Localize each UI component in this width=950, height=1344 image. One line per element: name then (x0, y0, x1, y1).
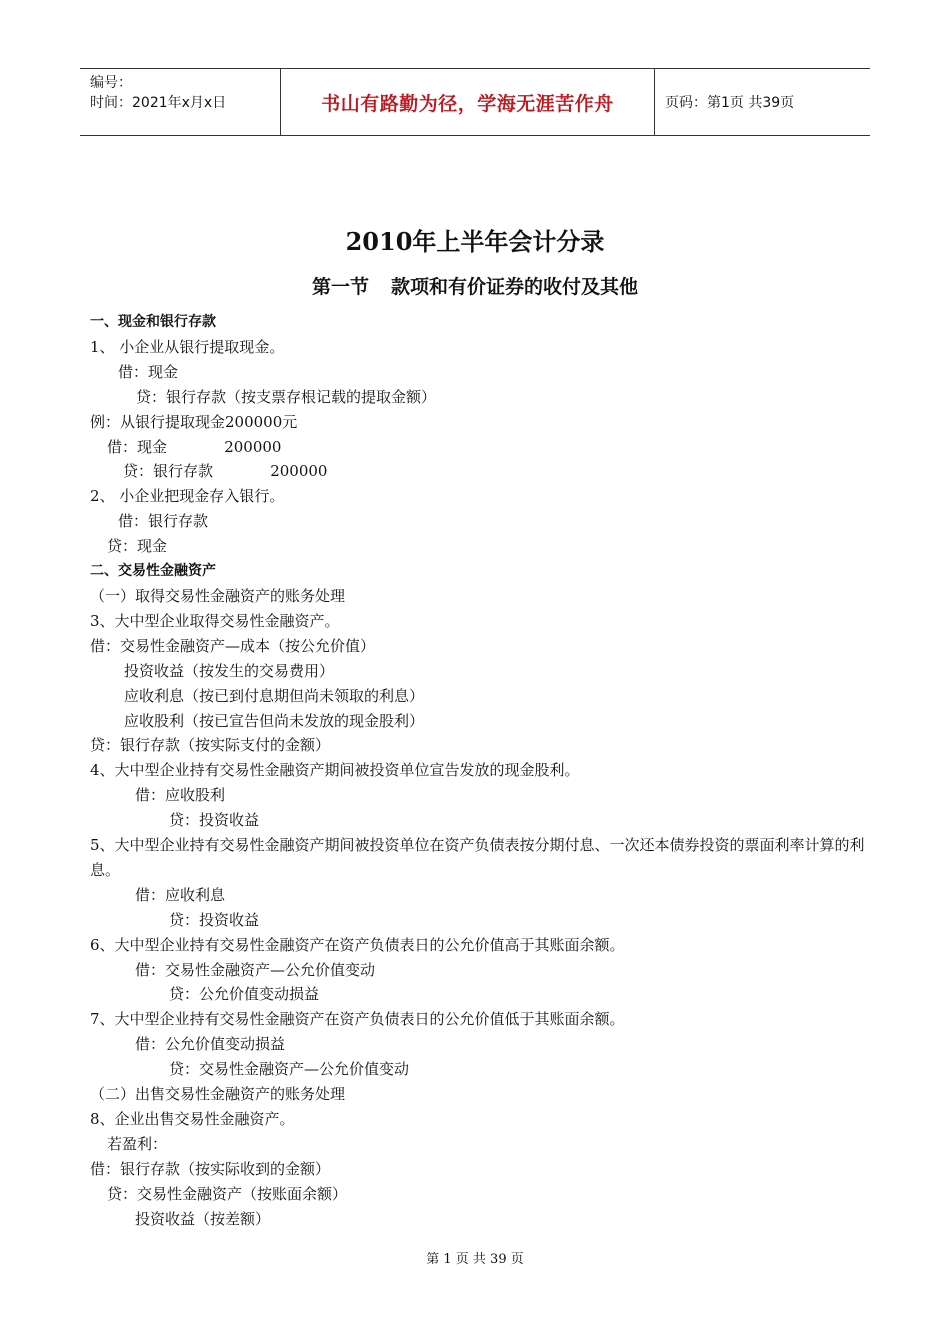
text-line: 1、 小企业从银行提取现金。 (90, 337, 285, 356)
text-line: 贷：交易性金融资产（按账面余额） (107, 1184, 348, 1203)
page-footer: 第 1 页 共 39 页 (426, 1252, 524, 1267)
text-line: 贷：银行存款（按支票存根记载的提取金额） (136, 387, 437, 406)
text-line: （二）出售交易性金融资产的账务处理 (90, 1085, 346, 1104)
text-line: 借：现金 200000 (107, 437, 282, 456)
text-line: 借：应收利息 (135, 885, 226, 904)
text-line: 7、大中型企业持有交易性金融资产在资产负债表日的公允价值低于其账面余额。 (90, 1010, 625, 1029)
section-heading: 二、交易性金融资产 (90, 563, 216, 580)
text-line: 贷：投资收益 (169, 811, 260, 830)
text-line: 贷：现金 (107, 537, 168, 556)
text-line: 投资收益（按差额） (135, 1209, 271, 1228)
time-label: 时间：2021年x月x日 (90, 95, 227, 111)
text-line: 4、大中型企业持有交易性金融资产期间被投资单位宣告发放的现金股利。 (90, 761, 580, 780)
text-line: 借：交易性金融资产—成本（按公允价值） (90, 636, 376, 655)
text-line: 3、大中型企业取得交易性金融资产。 (90, 611, 340, 630)
text-line: 例：从银行提取现金200000元 (90, 412, 298, 431)
section-title (0, 272, 950, 299)
number-label: 编号： (90, 75, 132, 91)
text-line: 应收利息（按已到付息期但尚未领取的利息） (124, 686, 425, 705)
section-name: 款项和有价证券的收付及其他 (391, 276, 639, 298)
document-body (90, 310, 870, 1232)
section-number: 第一节 (311, 276, 369, 298)
text-line: （一）取得交易性金融资产的账务处理 (90, 586, 346, 605)
header-motto: 书山有路勤为径，学海无涯苦作舟 (281, 69, 655, 135)
text-line: 贷：投资收益 (169, 910, 260, 929)
header-page-info: 页码：第1页 共39页 (665, 95, 795, 111)
text-line: 2、 小企业把现金存入银行。 (90, 487, 285, 506)
text-line: 借：交易性金融资产—公允价值变动 (135, 960, 376, 979)
text-line: 借：公允价值变动损益 (135, 1035, 286, 1054)
text-line: 投资收益（按发生的交易费用） (124, 661, 335, 680)
text-line: 贷：银行存款 200000 (123, 462, 328, 481)
text-line: 6、大中型企业持有交易性金融资产在资产负债表日的公允价值高于其账面余额。 (90, 935, 625, 954)
text-line: 若盈利： (107, 1134, 168, 1153)
page-header (80, 68, 870, 136)
text-line: 借：银行存款（按实际收到的金额） (90, 1159, 331, 1178)
header-meta (80, 69, 281, 135)
text-line: 贷：公允价值变动损益 (169, 985, 320, 1004)
text-line: 贷：交易性金融资产—公允价值变动 (169, 1060, 410, 1079)
document-title: 2010年上半年会计分录 (345, 227, 605, 256)
section-heading: 一、现金和银行存款 (90, 314, 216, 330)
text-line: 借：银行存款 (118, 512, 209, 531)
text-line: 应收股利（按已宣告但尚未发放的现金股利） (124, 711, 425, 730)
text-line: 8、企业出售交易性金融资产。 (90, 1110, 295, 1128)
text-line: 借：应收股利 (135, 786, 226, 805)
text-line: 5、大中型企业持有交易性金融资产期间被投资单位在资产负债表按分期付息、一次还本债券投资的票面利率计算的利息。 (90, 836, 865, 879)
text-line: 贷：银行存款（按实际支付的金额） (90, 736, 331, 755)
text-line: 借：现金 (118, 362, 179, 381)
